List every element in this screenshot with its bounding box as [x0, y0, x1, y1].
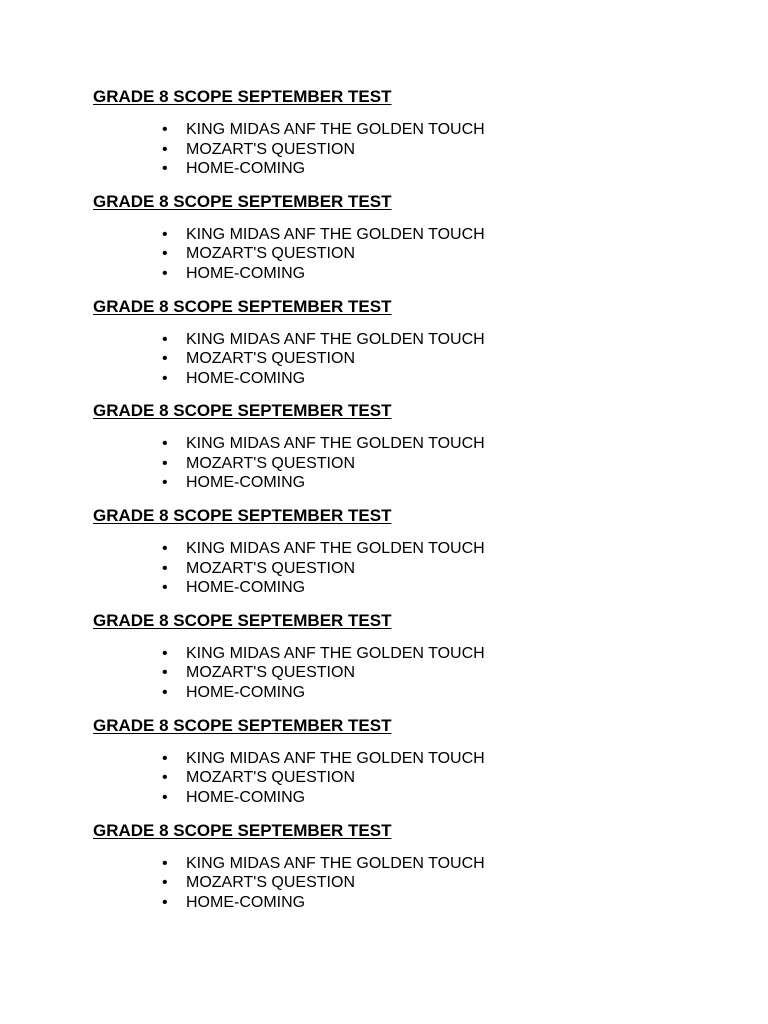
topic-text: HOME-COMING [186, 369, 306, 387]
topic-list-item [0, 873, 768, 893]
topic-list-item [0, 683, 768, 703]
section-heading: GRADE 8 SCOPE SEPTEMBER TEST [93, 506, 392, 526]
topic-text: MOZART'S QUESTION [186, 350, 355, 368]
test-section [0, 505, 768, 610]
topic-list-item [0, 644, 768, 664]
bullet-icon: • [162, 893, 168, 911]
bullet-icon: • [162, 854, 168, 872]
bullet-icon: • [162, 874, 168, 892]
topic-list-item [0, 434, 768, 454]
topic-text: KING MIDAS ANF THE GOLDEN TOUCH [186, 435, 485, 453]
topic-text: HOME-COMING [186, 893, 306, 911]
section-heading: GRADE 8 SCOPE SEPTEMBER TEST [93, 296, 392, 316]
bullet-icon: • [162, 559, 168, 577]
section-heading: GRADE 8 SCOPE SEPTEMBER TEST [93, 715, 392, 735]
topic-text: KING MIDAS ANF THE GOLDEN TOUCH [186, 749, 485, 767]
topic-list-item [0, 663, 768, 683]
topic-list-item [0, 768, 768, 788]
test-section [0, 400, 768, 505]
topic-text: HOME-COMING [186, 579, 306, 597]
bullet-icon: • [162, 160, 168, 177]
section-heading: GRADE 8 SCOPE SEPTEMBER TEST [93, 820, 392, 840]
section-heading: GRADE 8 SCOPE SEPTEMBER TEST [93, 191, 392, 211]
topic-list [0, 225, 768, 284]
topic-text: MOZART'S QUESTION [186, 874, 355, 892]
bullet-icon: • [162, 749, 168, 767]
topic-list-item [0, 454, 768, 474]
bullet-icon: • [162, 140, 168, 158]
topic-list [0, 330, 768, 389]
topic-list-item [0, 559, 768, 579]
bullet-icon: • [162, 330, 168, 348]
topic-text: KING MIDAS ANF THE GOLDEN TOUCH [186, 225, 485, 243]
test-section [0, 86, 768, 191]
topic-list-item [0, 854, 768, 874]
topic-list-item [0, 788, 768, 808]
test-section [0, 820, 768, 925]
bullet-icon: • [162, 664, 168, 682]
topic-list-item [0, 349, 768, 369]
topic-list-item [0, 244, 768, 264]
bullet-icon: • [162, 264, 168, 282]
topic-list [0, 749, 768, 808]
topic-list [0, 539, 768, 598]
topic-text: MOZART'S QUESTION [186, 140, 355, 158]
topic-text: HOME-COMING [186, 474, 306, 492]
topic-text: MOZART'S QUESTION [186, 769, 355, 787]
topic-list-item [0, 893, 768, 913]
bullet-icon: • [162, 788, 168, 806]
topic-text: MOZART'S QUESTION [186, 559, 355, 577]
section-heading: GRADE 8 SCOPE SEPTEMBER TEST [93, 401, 392, 421]
bullet-icon: • [162, 121, 168, 138]
topic-text: MOZART'S QUESTION [186, 664, 355, 682]
topic-list-item [0, 749, 768, 769]
test-section [0, 296, 768, 401]
topic-list [0, 854, 768, 913]
sections-container [0, 86, 768, 924]
test-section [0, 191, 768, 296]
bullet-icon: • [162, 540, 168, 558]
bullet-icon: • [162, 350, 168, 368]
topic-list-item [0, 264, 768, 284]
section-heading: GRADE 8 SCOPE SEPTEMBER TEST [93, 87, 392, 106]
topic-text: MOZART'S QUESTION [186, 454, 355, 472]
bullet-icon: • [162, 454, 168, 472]
bullet-icon: • [162, 579, 168, 597]
topic-text: HOME-COMING [186, 683, 306, 701]
test-section [0, 610, 768, 715]
topic-list-item [0, 159, 768, 179]
topic-text: HOME-COMING [186, 160, 306, 177]
bullet-icon: • [162, 644, 168, 662]
bullet-icon: • [162, 474, 168, 492]
bullet-icon: • [162, 769, 168, 787]
topic-list [0, 120, 768, 179]
topic-text: KING MIDAS ANF THE GOLDEN TOUCH [186, 121, 485, 138]
bullet-icon: • [162, 245, 168, 263]
topic-list-item [0, 473, 768, 493]
topic-list [0, 434, 768, 493]
bullet-icon: • [162, 435, 168, 453]
topic-list-item [0, 225, 768, 245]
topic-list-item [0, 330, 768, 350]
topic-list-item [0, 369, 768, 389]
test-section [0, 715, 768, 820]
topic-list-item [0, 140, 768, 160]
topic-text: HOME-COMING [186, 788, 306, 806]
bullet-icon: • [162, 683, 168, 701]
topic-text: KING MIDAS ANF THE GOLDEN TOUCH [186, 854, 485, 872]
bullet-icon: • [162, 225, 168, 243]
topic-text: KING MIDAS ANF THE GOLDEN TOUCH [186, 644, 485, 662]
topic-list-item [0, 120, 768, 140]
topic-list-item [0, 578, 768, 598]
topic-list-item [0, 539, 768, 559]
topic-text: MOZART'S QUESTION [186, 245, 355, 263]
topic-text: HOME-COMING [186, 264, 306, 282]
topic-text: KING MIDAS ANF THE GOLDEN TOUCH [186, 330, 485, 348]
topic-list [0, 644, 768, 703]
section-heading: GRADE 8 SCOPE SEPTEMBER TEST [93, 610, 392, 630]
topic-text: KING MIDAS ANF THE GOLDEN TOUCH [186, 540, 485, 558]
bullet-icon: • [162, 369, 168, 387]
